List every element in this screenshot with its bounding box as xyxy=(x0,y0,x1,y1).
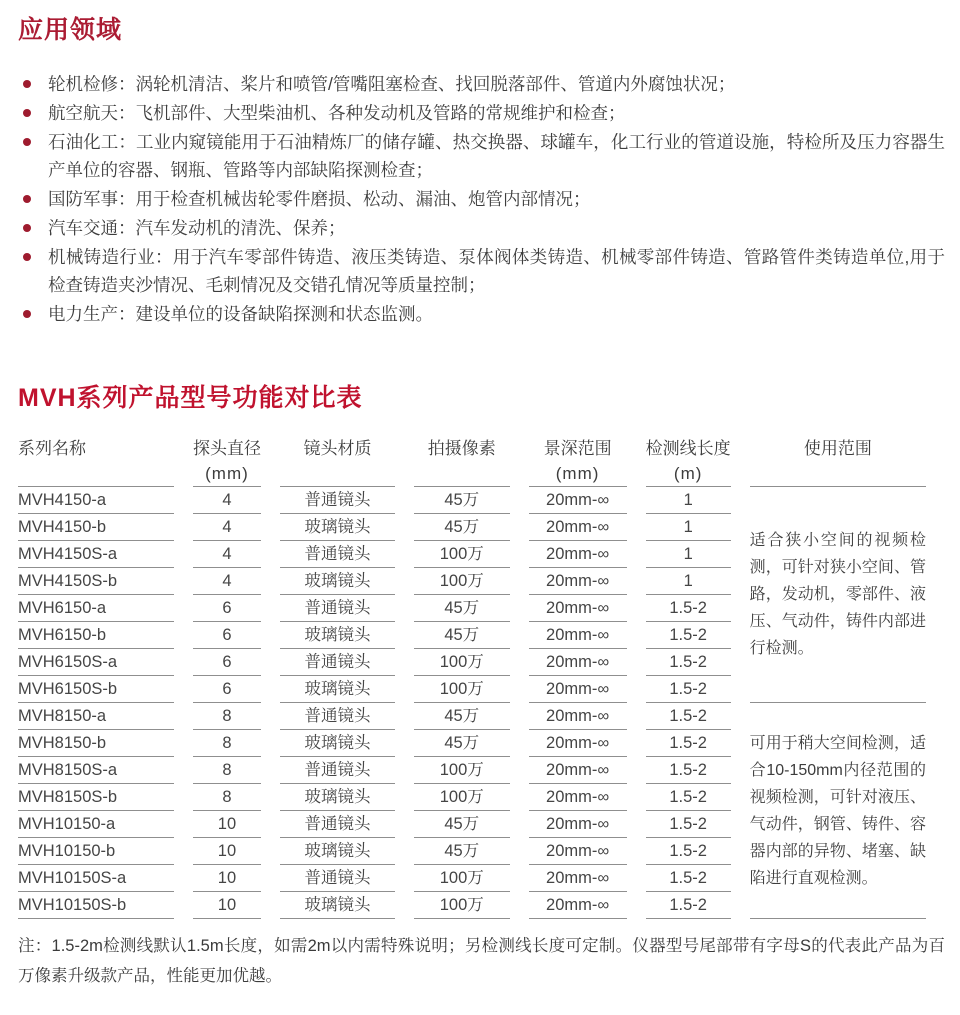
depth-of-field-cell: 20mm-∞ xyxy=(529,730,627,757)
probe-diameter-cell: 10 xyxy=(193,892,261,919)
lens-material-cell: 普通镜头 xyxy=(280,703,395,730)
probe-diameter-cell: 6 xyxy=(193,622,261,649)
probe-diameter-cell: 4 xyxy=(193,568,261,595)
pixels-cell: 100万 xyxy=(414,676,510,703)
bullet-icon xyxy=(23,138,31,146)
cable-length-cell: 1.5-2 xyxy=(646,676,731,703)
col-header-cable-length: 检测线长度 (m) xyxy=(646,434,731,487)
series-name-cell: MVH6150-b xyxy=(18,622,174,649)
col-header-series-name: 系列名称 xyxy=(18,434,174,487)
depth-of-field-cell: 20mm-∞ xyxy=(529,622,627,649)
lens-material-cell: 玻璃镜头 xyxy=(280,784,395,811)
lens-material-cell: 普通镜头 xyxy=(280,757,395,784)
comparison-table-header xyxy=(18,434,926,487)
series-name-cell: MVH10150-a xyxy=(18,811,174,838)
application-item-text: 电力生产：建设单位的设备缺陷探测和状态监测。 xyxy=(48,304,433,324)
cable-length-cell: 1.5-2 xyxy=(646,622,731,649)
application-item xyxy=(18,243,945,299)
application-item xyxy=(18,214,945,242)
col-header-probe-diameter: 探头直径 (mm) xyxy=(193,434,261,487)
application-item xyxy=(18,185,945,213)
application-item xyxy=(18,300,945,328)
series-name-cell: MVH6150S-b xyxy=(18,676,174,703)
probe-diameter-cell: 4 xyxy=(193,541,261,568)
pixels-cell: 45万 xyxy=(414,622,510,649)
pixels-cell: 100万 xyxy=(414,865,510,892)
cable-length-cell: 1 xyxy=(646,487,731,514)
depth-of-field-cell: 20mm-∞ xyxy=(529,541,627,568)
series-name-cell: MVH4150-b xyxy=(18,514,174,541)
depth-of-field-cell: 20mm-∞ xyxy=(529,649,627,676)
depth-of-field-cell: 20mm-∞ xyxy=(529,595,627,622)
application-item xyxy=(18,70,945,98)
pixels-cell: 100万 xyxy=(414,757,510,784)
application-item-text: 国防军事：用于检查机械齿轮零件磨损、松动、漏油、炮管内部情况； xyxy=(48,189,591,209)
series-name-cell: MVH10150S-b xyxy=(18,892,174,919)
probe-diameter-cell: 10 xyxy=(193,811,261,838)
application-item-text: 石油化工：工业内窥镜能用于石油精炼厂的储存罐、热交换器、球罐车，化工行业的管道设施，特检所及压力容器生产单位的容器、钢瓶、管路等内部缺陷探测检查； xyxy=(48,132,945,180)
cable-length-cell: 1 xyxy=(646,514,731,541)
probe-diameter-cell: 8 xyxy=(193,703,261,730)
cable-length-cell: 1.5-2 xyxy=(646,784,731,811)
lens-material-cell: 玻璃镜头 xyxy=(280,892,395,919)
depth-of-field-cell: 20mm-∞ xyxy=(529,865,627,892)
series-name-cell: MVH10150S-a xyxy=(18,865,174,892)
cable-length-cell: 1.5-2 xyxy=(646,892,731,919)
col-header-pixels: 拍摄像素 xyxy=(414,434,510,487)
depth-of-field-cell: 20mm-∞ xyxy=(529,487,627,514)
series-name-cell: MVH8150-a xyxy=(18,703,174,730)
pixels-cell: 100万 xyxy=(414,892,510,919)
application-item-text: 机械铸造行业：用于汽车零部件铸造、液压类铸造、泵体阀体类铸造、机械零部件铸造、管路管件类铸造单位,用于检查铸造夹沙情况、毛刺情况及交错孔情况等质量控制； xyxy=(48,247,945,295)
cable-length-cell: 1.5-2 xyxy=(646,730,731,757)
cable-length-cell: 1.5-2 xyxy=(646,838,731,865)
pixels-cell: 45万 xyxy=(414,811,510,838)
pixels-cell: 45万 xyxy=(414,838,510,865)
bullet-icon xyxy=(23,195,31,203)
series-name-cell: MVH4150S-b xyxy=(18,568,174,595)
table-row xyxy=(18,487,926,514)
probe-diameter-cell: 4 xyxy=(193,514,261,541)
col-header-usage-range: 使用范围 xyxy=(750,434,926,487)
probe-diameter-cell: 4 xyxy=(193,487,261,514)
pixels-cell: 100万 xyxy=(414,784,510,811)
lens-material-cell: 普通镜头 xyxy=(280,811,395,838)
lens-material-cell: 玻璃镜头 xyxy=(280,568,395,595)
application-item xyxy=(18,128,945,184)
probe-diameter-cell: 8 xyxy=(193,784,261,811)
cable-length-cell: 1.5-2 xyxy=(646,811,731,838)
depth-of-field-cell: 20mm-∞ xyxy=(529,838,627,865)
depth-of-field-cell: 20mm-∞ xyxy=(529,703,627,730)
col-header-lens-material: 镜头材质 xyxy=(280,434,395,487)
usage-range-cell: 适合狭小空间的视频检测，可针对狭小空间、管路，发动机，零部件、液压、气动件，铸件内部进行检测。 xyxy=(750,487,926,703)
bullet-icon xyxy=(23,310,31,318)
col-header-depth-of-field: 景深范围 (mm) xyxy=(529,434,627,487)
cable-length-cell: 1 xyxy=(646,568,731,595)
application-item-text: 航空航天：飞机部件、大型柴油机、各种发动机及管路的常规维护和检查； xyxy=(48,103,626,123)
application-item-text: 汽车交通：汽车发动机的清洗、保养； xyxy=(48,218,346,238)
applications-section-title: 应用领域 xyxy=(18,16,123,44)
cable-length-cell: 1.5-2 xyxy=(646,757,731,784)
depth-of-field-cell: 20mm-∞ xyxy=(529,757,627,784)
probe-diameter-cell: 8 xyxy=(193,730,261,757)
cable-length-cell: 1.5-2 xyxy=(646,649,731,676)
table-row xyxy=(18,703,926,730)
series-name-cell: MVH8150S-b xyxy=(18,784,174,811)
lens-material-cell: 玻璃镜头 xyxy=(280,622,395,649)
pixels-cell: 100万 xyxy=(414,541,510,568)
application-item xyxy=(18,99,945,127)
lens-material-cell: 玻璃镜头 xyxy=(280,838,395,865)
bullet-icon xyxy=(23,224,31,232)
depth-of-field-cell: 20mm-∞ xyxy=(529,892,627,919)
lens-material-cell: 普通镜头 xyxy=(280,649,395,676)
series-name-cell: MVH8150S-a xyxy=(18,757,174,784)
lens-material-cell: 玻璃镜头 xyxy=(280,514,395,541)
applications-list xyxy=(18,70,945,328)
depth-of-field-cell: 20mm-∞ xyxy=(529,514,627,541)
bullet-icon xyxy=(23,253,31,261)
pixels-cell: 100万 xyxy=(414,649,510,676)
lens-material-cell: 普通镜头 xyxy=(280,865,395,892)
series-name-cell: MVH6150S-a xyxy=(18,649,174,676)
depth-of-field-cell: 20mm-∞ xyxy=(529,676,627,703)
pixels-cell: 45万 xyxy=(414,514,510,541)
comparison-table xyxy=(0,434,945,919)
depth-of-field-cell: 20mm-∞ xyxy=(529,811,627,838)
series-name-cell: MVH10150-b xyxy=(18,838,174,865)
lens-material-cell: 普通镜头 xyxy=(280,595,395,622)
application-item-text: 轮机检修：涡轮机清洁、桨片和喷管/管嘴阻塞检查、找回脱落部件、管道内外腐蚀状况； xyxy=(48,74,736,94)
probe-diameter-cell: 10 xyxy=(193,838,261,865)
series-name-cell: MVH4150S-a xyxy=(18,541,174,568)
bullet-icon xyxy=(23,109,31,117)
comparison-section-title: MVH系列产品型号功能对比表 xyxy=(18,384,363,412)
cable-length-cell: 1.5-2 xyxy=(646,703,731,730)
pixels-cell: 100万 xyxy=(414,568,510,595)
cable-length-cell: 1.5-2 xyxy=(646,595,731,622)
probe-diameter-cell: 6 xyxy=(193,595,261,622)
lens-material-cell: 玻璃镜头 xyxy=(280,676,395,703)
lens-material-cell: 玻璃镜头 xyxy=(280,730,395,757)
table-note: 注：1.5-2m检测线默认1.5m长度，如需2m以内需特殊说明；另检测线长度可定制。仪器型号尾部带有字母S的代表此产品为百万像素升级款产品，性能更加优越。 xyxy=(18,937,945,985)
probe-diameter-cell: 6 xyxy=(193,676,261,703)
probe-diameter-cell: 10 xyxy=(193,865,261,892)
probe-diameter-cell: 6 xyxy=(193,649,261,676)
lens-material-cell: 普通镜头 xyxy=(280,487,395,514)
usage-range-cell: 可用于稍大空间检测，适合10-150mm内径范围的视频检测，可针对液压、气动件，钢管、铸件、容器内部的异物、堵塞、缺陷进行直观检测。 xyxy=(750,703,926,919)
depth-of-field-cell: 20mm-∞ xyxy=(529,568,627,595)
pixels-cell: 45万 xyxy=(414,595,510,622)
series-name-cell: MVH6150-a xyxy=(18,595,174,622)
cable-length-cell: 1.5-2 xyxy=(646,865,731,892)
series-name-cell: MVH4150-a xyxy=(18,487,174,514)
pixels-cell: 45万 xyxy=(414,703,510,730)
probe-diameter-cell: 8 xyxy=(193,757,261,784)
pixels-cell: 45万 xyxy=(414,730,510,757)
series-name-cell: MVH8150-b xyxy=(18,730,174,757)
comparison-table-body xyxy=(18,487,926,919)
lens-material-cell: 普通镜头 xyxy=(280,541,395,568)
cable-length-cell: 1 xyxy=(646,541,731,568)
depth-of-field-cell: 20mm-∞ xyxy=(529,784,627,811)
pixels-cell: 45万 xyxy=(414,487,510,514)
bullet-icon xyxy=(23,80,31,88)
